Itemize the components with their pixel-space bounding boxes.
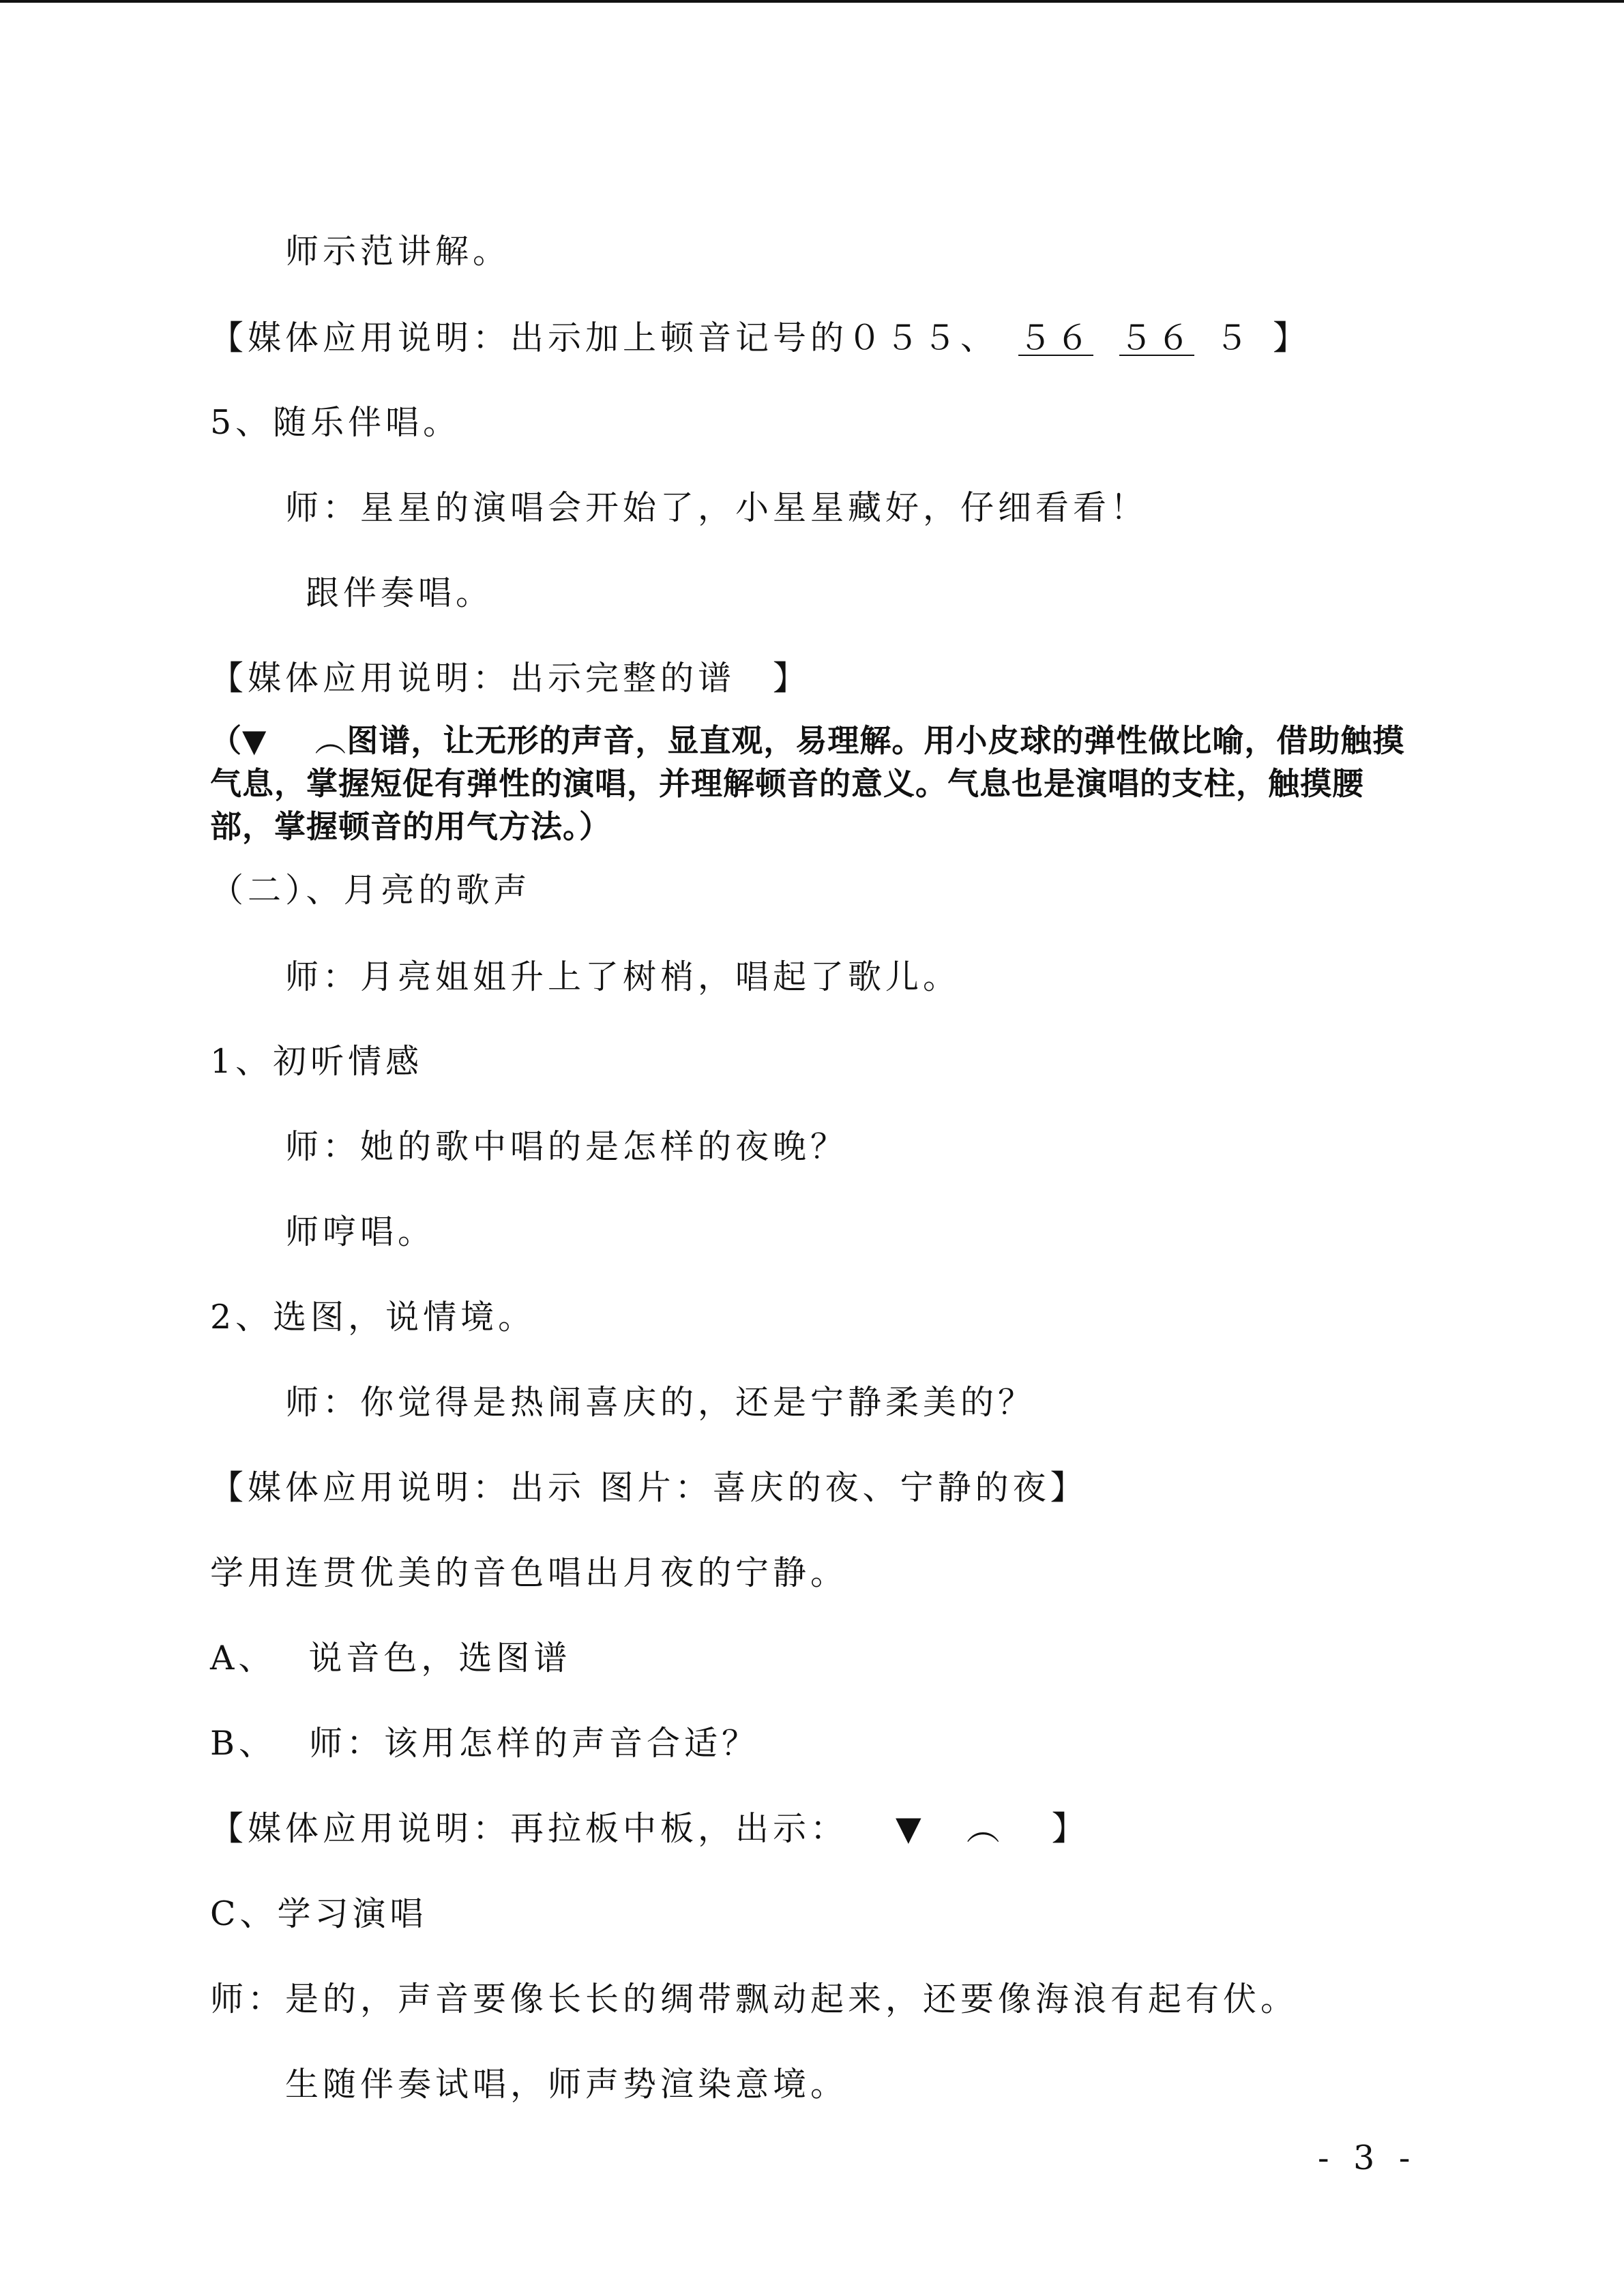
list-item-label: A、 [210,1639,276,1678]
text-line: 学用连贯优美的音色唱出月夜的宁静。 [210,1553,848,1592]
page-top-border [0,0,1624,3]
text-line: 师：是的，声音要像长长的绸带飘动起来，还要像海浪有起有伏。 [210,1980,1299,2018]
slur-icon: ︵ [314,722,347,759]
text-line: 生随伴奏试唱，师声势渲染意境。 [285,2065,848,2104]
accent-triangle-icon: ▼ [242,722,267,759]
list-item-text: 说音色，选图谱 [308,1639,572,1678]
page-number: - 3 - [1318,2138,1417,2177]
list-item [210,1638,571,1679]
section-heading: （二）、月亮的歌声 [210,871,531,910]
media-note-line: 【媒体应用说明：出示完整的谱 】 [210,659,811,698]
list-item [210,1723,759,1764]
text-line: 师哼唱。 [285,1212,436,1251]
section-heading: 5、随乐伴唱。 [210,403,461,442]
media-note-line [210,318,1310,359]
media-note-line [210,1808,1089,1849]
paren-open: （ [210,722,242,759]
slur-icon: ︵ [966,1809,1004,1848]
bracket-close: 】 [1273,318,1311,357]
music-note: ５ [1215,318,1253,357]
bracket-close: 】 [1051,1809,1089,1848]
commentary-paragraph [210,719,1424,848]
text-line: 师：你觉得是热闹喜庆的，还是宁静柔美的？ [285,1383,1036,1422]
underlined-notes: ５６ [1018,318,1094,357]
text-line: 师示范讲解。 [285,232,511,271]
media-note-prefix: 【媒体应用说明：再拉板中板，出示： [210,1809,848,1848]
text-line: 师：星星的演唱会开始了，小星星藏好，仔细看看！ [285,488,1149,527]
section-heading: 1、初听情感 [210,1042,424,1081]
text-line: 师：她的歌中唱的是怎样的夜晚？ [285,1127,848,1166]
media-note-line: 【媒体应用说明：出示 图片：喜庆的夜、宁静的夜】 [210,1468,1088,1507]
list-item: C、学习演唱 [210,1894,428,1933]
commentary-text: 图谱，让无形的声音，显直观，易理解。用小皮球的弹性做比喻，借助触摸气息，掌握短促有弹性的演唱，并理解顿音的意义。气息也是演唱的支柱，触摸腰部，掌握顿音的用气方法。） [210,722,1405,845]
text-line: 跟伴奏唱。 [306,573,494,612]
text-line: 师：月亮姐姐升上了树梢，唱起了歌儿。 [285,957,961,996]
accent-triangle-icon: ▼ [896,1809,926,1848]
section-heading: 2、选图，说情境。 [210,1298,536,1337]
list-item-text: 师：该用怎样的声音合适？ [309,1724,760,1763]
media-note-prefix: 【媒体应用说明：出示加上顿音记号的０５５、 [210,318,999,357]
list-item-label: B、 [210,1724,277,1763]
underlined-notes: ５６ [1119,318,1195,357]
